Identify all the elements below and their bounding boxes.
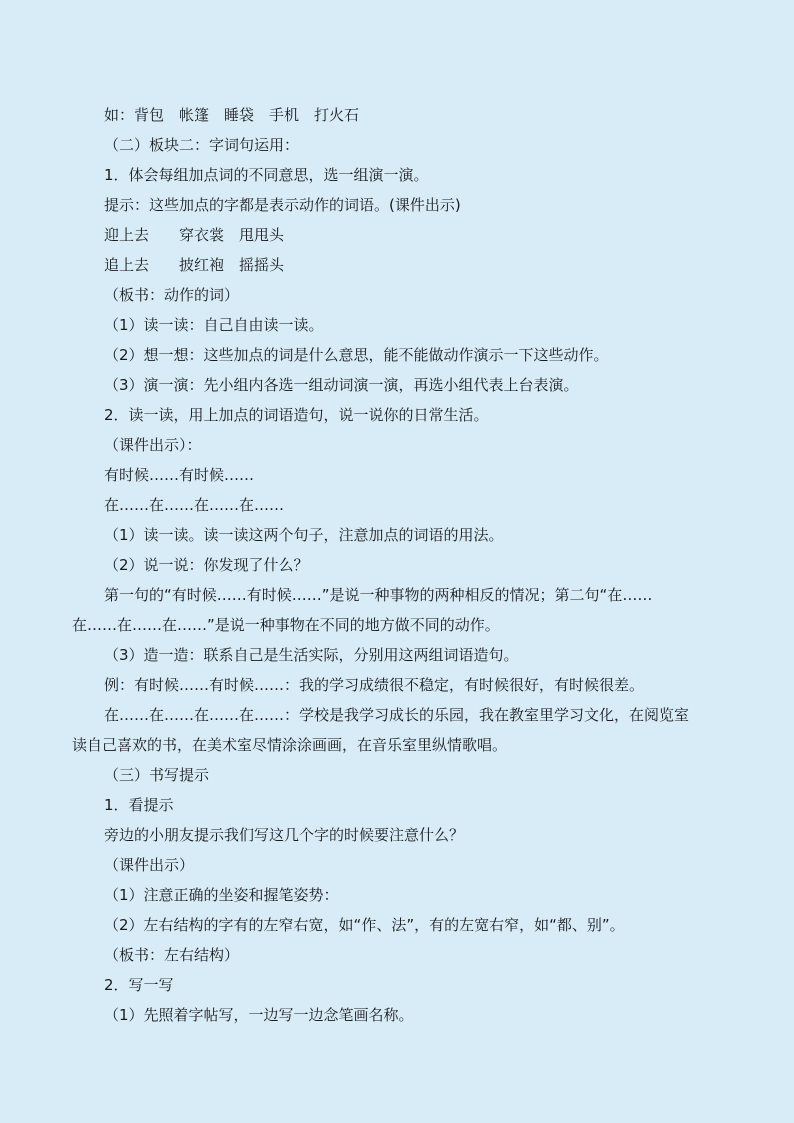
text-line: 在……在……在……”是说一种事物在不同的地方做不同的动作。 bbox=[72, 616, 500, 634]
text-line: 在……在……在……在……：学校是我学习成长的乐园，我在教室里学习文化，在阅览室 bbox=[104, 706, 690, 724]
sentence-pattern: 在……在……在……在…… bbox=[104, 496, 285, 514]
text-line: 旁边的小朋友提示我们写这几个字的时候要注意什么？ bbox=[104, 826, 465, 844]
text-line: 第一句的“有时候……有时候……”是说一种事物的两种相反的情况；第二句“在…… bbox=[104, 586, 653, 604]
text-line: （课件出示） bbox=[104, 856, 195, 874]
text-line: 2．写一写 bbox=[104, 976, 174, 994]
text-line: （课件出示）： bbox=[104, 436, 202, 454]
text-line: （3）演一演：先小组内各选一组动词演一演，再选小组代表上台表演。 bbox=[104, 376, 579, 394]
sentence-pattern: 有时候……有时候…… bbox=[104, 466, 255, 484]
word-group-line: 迎上去 穿衣裳 甩甩头 bbox=[104, 226, 285, 244]
text-line: 1．看提示 bbox=[104, 796, 174, 814]
section-heading: （二）板块二：字词句运用： bbox=[104, 136, 300, 154]
section-heading: （三）书写提示 bbox=[104, 766, 210, 784]
text-line: 如：背包 帐篷 睡袋 手机 打火石 bbox=[104, 106, 360, 124]
text-line: 1．体会每组加点词的不同意思，选一组演一演。 bbox=[104, 166, 429, 184]
text-line: （1）读一读：自己自由读一读。 bbox=[104, 316, 324, 334]
blackboard-note: （板书：左右结构） bbox=[104, 946, 240, 964]
text-line: 读自己喜欢的书，在美术室尽情涂涂画画，在音乐室里纵情歌唱。 bbox=[72, 736, 508, 754]
text-line: （1）先照着字帖写，一边写一边念笔画名称。 bbox=[104, 1006, 414, 1024]
text-line: （2）想一想：这些加点的词是什么意思，能不能做动作演示一下这些动作。 bbox=[104, 346, 609, 364]
blackboard-note: （板书：动作的词） bbox=[104, 286, 240, 304]
word-group-line: 追上去 披红袍 摇摇头 bbox=[104, 256, 285, 274]
text-line: 例：有时候……有时候……：我的学习成绩很不稳定，有时候很好，有时候很差。 bbox=[104, 676, 645, 694]
text-line: （1）读一读。读一读这两个句子，注意加点的词语的用法。 bbox=[104, 526, 504, 544]
text-line: （2）左右结构的字有的左窄右宽，如“作、法”，有的左宽右窄，如“都、别”。 bbox=[104, 916, 625, 934]
text-line: （2）说一说：你发现了什么？ bbox=[104, 556, 309, 574]
text-line: （1）注意正确的坐姿和握笔姿势： bbox=[104, 886, 339, 904]
text-line: 提示：这些加点的字都是表示动作的词语。(课件出示) bbox=[104, 196, 461, 214]
text-line: 2．读一读，用上加点的词语造句，说一说你的日常生活。 bbox=[104, 406, 489, 424]
text-line: （3）造一造：联系自己是生活实际，分别用这两组词语造句。 bbox=[104, 646, 519, 664]
